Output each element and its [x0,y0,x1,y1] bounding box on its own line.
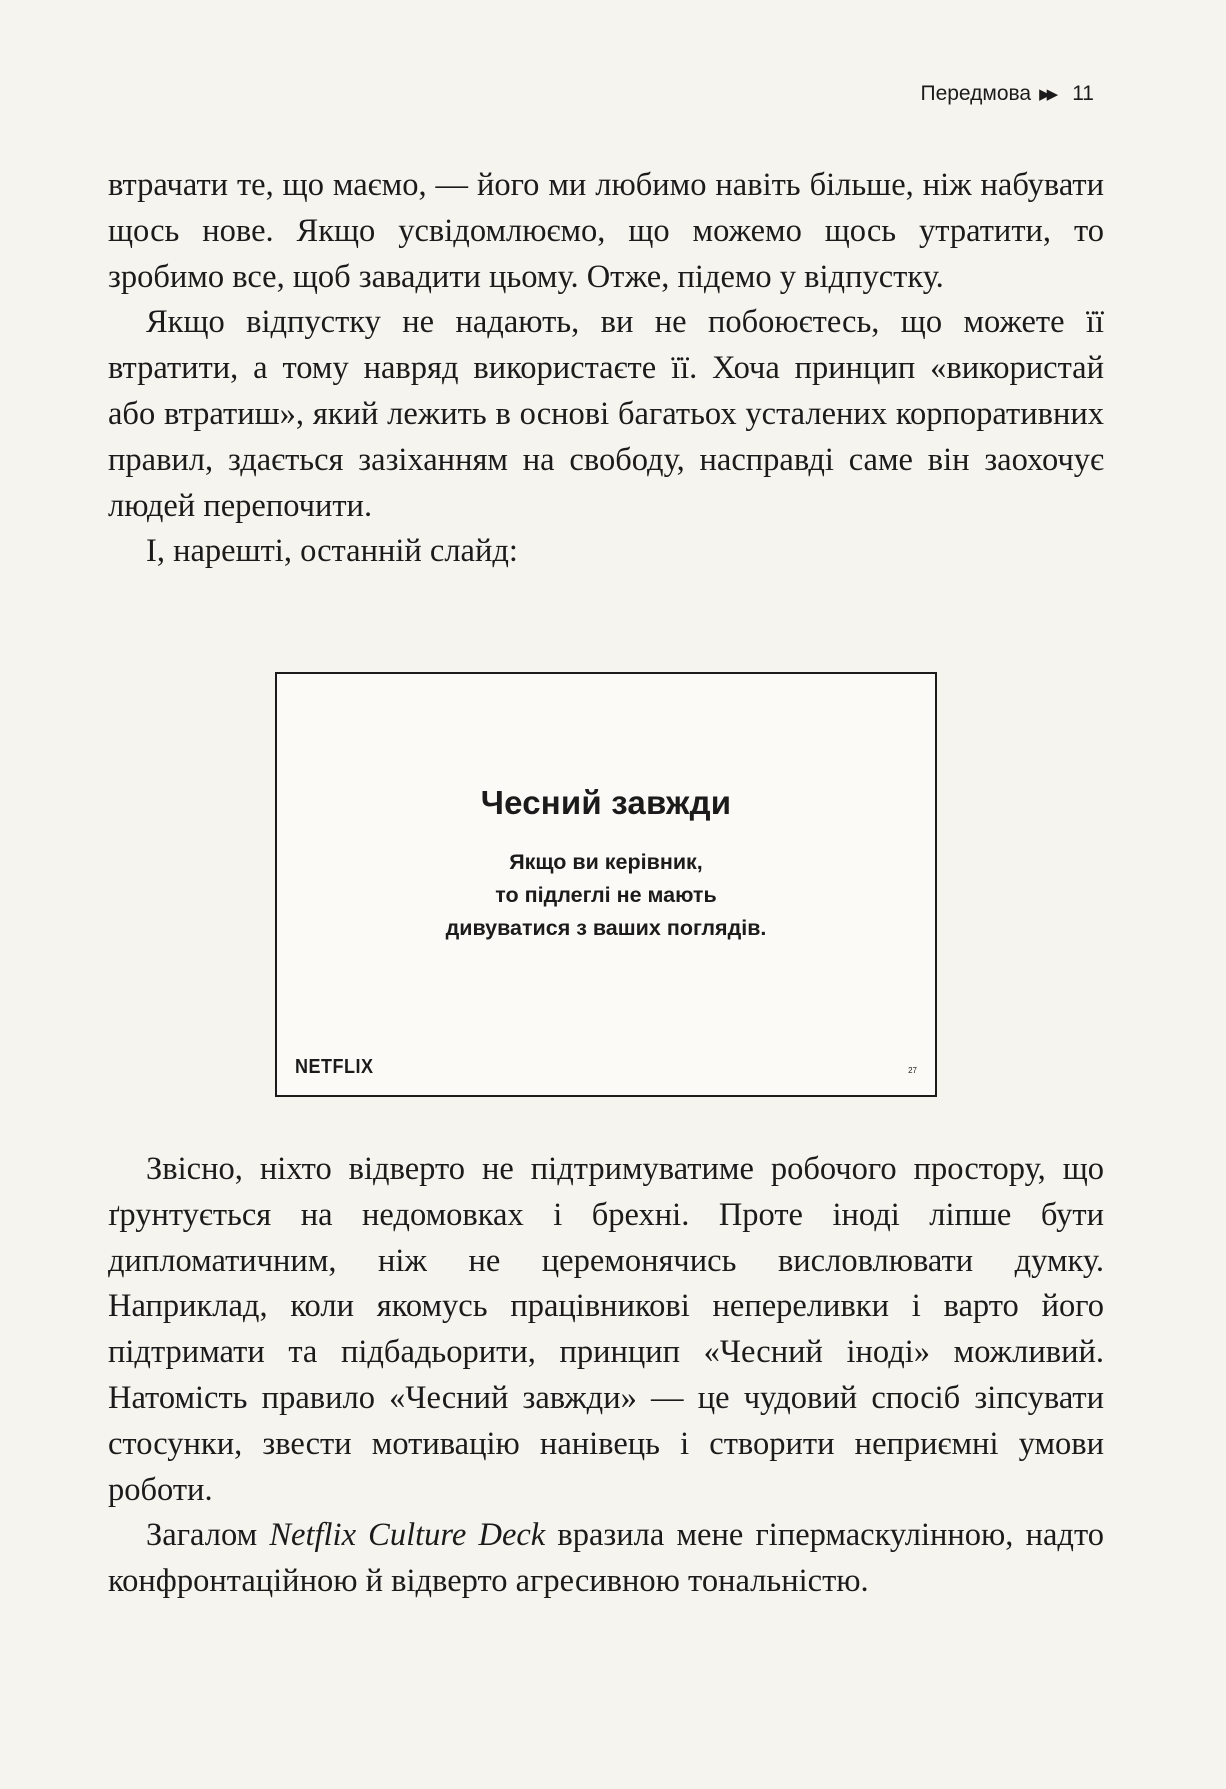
paragraph [108,1513,1104,1605]
double-arrow-icon: ▶▶ [1039,86,1055,103]
paragraph-text: Загалом [146,1517,270,1554]
slide-line: Якщо ви керівник, [509,850,703,874]
slide-line: дивуватися з ваших поглядів. [445,916,767,940]
page-number: 11 [1072,82,1094,105]
italic-title: Netflix Culture Deck [269,1517,546,1554]
paragraph-text: вразила мене гіпермаскулінною, надто конфронтаційною й відверто агресивною тональністю. [108,1517,1104,1600]
paragraph: втрачати те, що маємо, — його ми любимо навіть більше, ніж набувати щось нове. Якщо усвідомлюємо, що можемо щось утратити, то зробимо все, щоб завадити цьому. Отже, підемо у відпустку. [108,167,1104,295]
netflix-logo: NETFLIX [295,1054,374,1078]
slide-number: 27 [908,1066,917,1075]
slide-line: то підлеглі не мають [495,883,717,907]
paragraph: Звісно, ніхто відверто не підтримуватиме робочого простору, що ґрунтується на недомовках і брехні. Проте іноді ліпше бути дипломатичним, ніж не церемонячись висловлювати думку. Наприклад, коли якомусь працівникові непереливки і варто його підтримати та підбадьорити, принцип «Чесний іноді» можливий. Натомість правило «Чесний завжди» — це чудовий спосіб зіпсувати стосунки, звести мотивацію нанівець і створити неприємні умови роботи. [108,1151,1104,1508]
slide-body [277,846,935,945]
paragraph: І, нарешті, останній слайд: [146,533,518,570]
running-header [920,82,1094,106]
body-text-bottom [108,1147,1104,1605]
section-title: Передмова [920,82,1032,105]
paragraph: Якщо відпустку не надають, ви не побоюєтесь, що можете її втратити, а тому навряд використаєте її. Хоча принцип «використай або втратиш», який лежить в основі багатьох усталених корпоративних правил, здається зазіханням на свободу, насправді саме він заохочує людей перепочити. [108,304,1104,524]
body-text-top [108,163,1104,575]
netflix-slide [275,672,937,1097]
slide-title: Чесний завжди [480,784,732,821]
